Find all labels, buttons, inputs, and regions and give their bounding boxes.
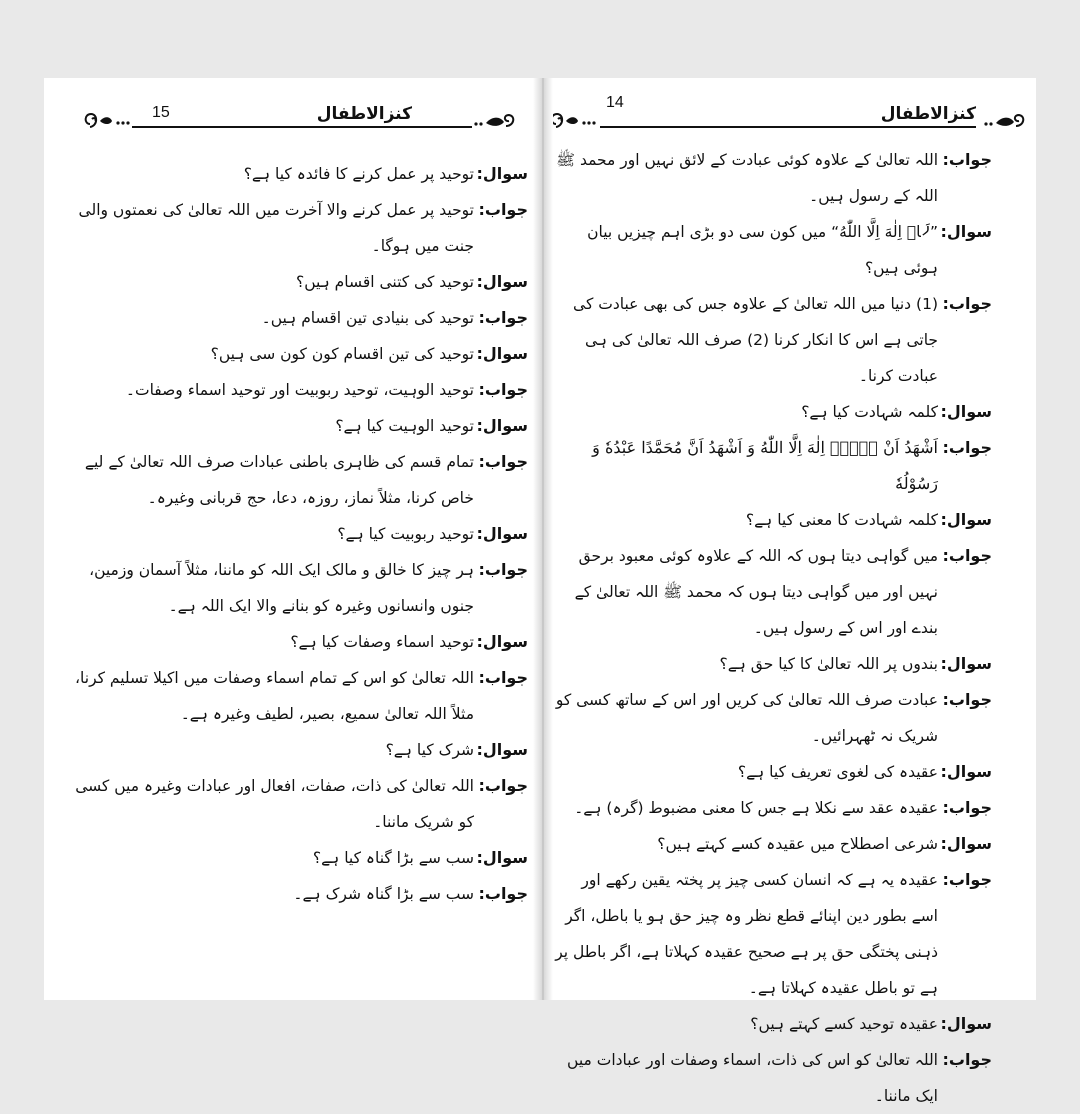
entry-text: ”لَاۤ اِلٰهَ اِلَّا اللّٰهُ“ میں کون سی دو بڑی اہم چیزیں بیان ہوئی ہیں؟ [587, 223, 938, 277]
left-page [44, 78, 544, 1000]
question-entry [68, 264, 528, 300]
entry-text: عقیدہ کی لغوی تعریف کیا ہے؟ [737, 763, 938, 781]
header-rule [600, 126, 976, 128]
question-entry [552, 214, 992, 286]
entry-text: سب سے بڑا گناہ شرک ہے۔ [293, 885, 474, 903]
entry-text: کلمہ شہادت کیا ہے؟ [801, 403, 938, 421]
question-entry [552, 754, 992, 790]
entry-text: توحید اسماء وصفات کیا ہے؟ [290, 633, 474, 651]
entry-label: سوال: [940, 762, 992, 781]
entry-label: سوال: [476, 416, 528, 435]
entry-text: اللہ تعالیٰ کے علاوہ کوئی عبادت کے لائق نہیں اور محمد ﷺ اللہ کے رسول ہیں۔ [556, 151, 938, 205]
answer-entry [68, 552, 528, 624]
answer-entry [68, 300, 528, 336]
entry-label: جواب: [478, 668, 528, 687]
entry-text: بندوں پر اللہ تعالیٰ کا کیا حق ہے؟ [719, 655, 938, 673]
entry-label: جواب: [478, 884, 528, 903]
right-page [544, 78, 1036, 1105]
answer-entry [68, 660, 528, 732]
answer-entry [552, 862, 992, 1006]
question-entry [68, 840, 528, 876]
book-title: کنزالاطفال [880, 104, 976, 124]
entry-text: توحید پر عمل کرنے والا آخرت میں اللہ تعالیٰ کی نعمتوں والی جنت میں ہوگا۔ [78, 201, 474, 255]
header-rule [132, 126, 472, 128]
book-spread [44, 78, 1036, 1105]
entry-label: جواب: [942, 294, 992, 313]
entry-label: سوال: [940, 1014, 992, 1033]
entry-label: سوال: [476, 272, 528, 291]
ornament-swirl-icon [82, 110, 132, 132]
entry-label: سوال: [476, 632, 528, 651]
entry-label: جواب: [942, 438, 992, 457]
entry-text: عبادت صرف اللہ تعالیٰ کی کریں اور اس کے ساتھ کسی کو شریک نہ ٹھہرائیں۔ [555, 691, 938, 745]
entry-label: جواب: [478, 452, 528, 471]
answer-entry [552, 682, 992, 754]
entry-label: جواب: [942, 150, 992, 169]
entry-text: توحید ربوبیت کیا ہے؟ [337, 525, 474, 543]
entry-label: سوال: [476, 344, 528, 363]
entry-text: اللہ تعالیٰ کو اس کی ذات، اسماء وصفات اور عبادات میں ایک ماننا۔ [567, 1051, 938, 1105]
entry-text: شرک کیا ہے؟ [385, 741, 474, 759]
entry-label: جواب: [942, 690, 992, 709]
answer-entry [68, 876, 528, 912]
entry-label: سوال: [940, 402, 992, 421]
question-entry [552, 502, 992, 538]
question-entry [68, 624, 528, 660]
book-gutter [533, 78, 553, 1000]
answer-entry [68, 192, 528, 264]
right-qa-list [552, 142, 992, 1114]
entry-text: توحید کی تین اقسام کون کون سی ہیں؟ [210, 345, 474, 363]
left-qa-list [68, 156, 528, 912]
entry-label: سوال: [940, 222, 992, 241]
entry-label: جواب: [478, 776, 528, 795]
entry-text: میں گواہی دیتا ہوں کہ اللہ کے علاوہ کوئی معبود برحق نہیں اور میں گواہی دیتا ہوں کہ محمد ﷺ اللہ تعالیٰ کے بندے اور اس کے رسول ہیں۔ [574, 547, 938, 637]
question-entry [552, 1006, 992, 1042]
entry-text: شرعی اصطلاح میں عقیدہ کسے کہتے ہیں؟ [657, 835, 938, 853]
entry-label: سوال: [476, 848, 528, 867]
answer-entry [552, 430, 992, 502]
entry-text: توحید الوہیت کیا ہے؟ [335, 417, 474, 435]
entry-label: سوال: [476, 740, 528, 759]
entry-label: جواب: [942, 798, 992, 817]
entry-text: اللہ تعالیٰ کو اس کے تمام اسماء وصفات میں اکیلا تسلیم کرنا، مثلاً اللہ تعالیٰ سمیع، بصیر، لطیف وغیرہ ہے۔ [75, 669, 474, 723]
answer-entry [68, 444, 528, 516]
entry-text: اَشْهَدُ اَنْ لَّاۤ اِلٰهَ اِلَّا اللّٰهُ وَ اَشْهَدُ اَنَّ مُحَمَّدًا عَبْدُهٗ وَ رَسُوْلُهٗ [592, 438, 938, 493]
entry-text: توحید الوہیت، توحید ربوبیت اور توحید اسماء وصفات۔ [125, 381, 474, 399]
question-entry [552, 394, 992, 430]
question-entry [68, 732, 528, 768]
entry-text: عقیدہ یہ ہے کہ انسان کسی چیز پر پختہ یقین رکھے اور اسے بطور دین اپنائے قطع نظر وہ چیز حق ہو یا باطل، اگر ذہنی پختگی حق پر ہے صحیح عقیدہ کہلاتا ہے، اگر باطل پر ہے تو باطل عقیدہ کہلاتا ہے۔ [555, 871, 938, 997]
question-entry [68, 156, 528, 192]
entry-label: سوال: [476, 524, 528, 543]
entry-label: سوال: [476, 164, 528, 183]
entry-label: جواب: [478, 200, 528, 219]
entry-text: کلمہ شہادت کا معنی کیا ہے؟ [745, 511, 938, 529]
entry-text: ہر چیز کا خالق و مالک ایک اللہ کو ماننا، مثلاً آسمان وزمین، جنوں وانسانوں وغیرہ کو بنانے والا ایک اللہ ہے۔ [89, 561, 474, 615]
question-entry [552, 646, 992, 682]
question-entry [68, 516, 528, 552]
book-title: کنزالاطفال [316, 104, 412, 124]
entry-text: توحید پر عمل کرنے کا فائدہ کیا ہے؟ [243, 165, 474, 183]
entry-label: سوال: [940, 654, 992, 673]
entry-text: توحید کی کتنی اقسام ہیں؟ [295, 273, 474, 291]
ornament-leaf-icon [472, 110, 518, 132]
entry-label: جواب: [942, 1050, 992, 1069]
question-entry [68, 408, 528, 444]
answer-entry [552, 286, 992, 394]
entry-text: (1) دنیا میں اللہ تعالیٰ کے علاوہ جس کی بھی عبادت کی جاتی ہے اس کا انکار کرنا (2) صرف اللہ تعالیٰ کی ہی عبادت کرنا۔ [573, 295, 938, 385]
entry-text: اللہ تعالیٰ کی ذات، صفات، افعال اور عبادات وغیرہ میں کسی کو شریک ماننا۔ [75, 777, 474, 831]
page-number: 15 [152, 104, 170, 121]
entry-label: جواب: [478, 308, 528, 327]
entry-label: سوال: [940, 510, 992, 529]
right-page-header [544, 94, 1036, 136]
entry-text: توحید کی بنیادی تین اقسام ہیں۔ [261, 309, 474, 327]
entry-text: سب سے بڑا گناہ کیا ہے؟ [312, 849, 474, 867]
entry-label: جواب: [942, 546, 992, 565]
ornament-swirl-icon [548, 110, 598, 132]
entry-text: تمام قسم کی ظاہری باطنی عبادات صرف اللہ تعالیٰ کے لیے خاص کرنا، مثلاً نماز، روزہ، دعا، حج قربانی وغیرہ۔ [84, 453, 474, 507]
entry-text: عقیدہ توحید کسے کہتے ہیں؟ [750, 1015, 938, 1033]
entry-label: جواب: [942, 870, 992, 889]
answer-entry [552, 538, 992, 646]
answer-entry [552, 790, 992, 826]
ornament-leaf-icon [982, 110, 1028, 132]
answer-entry [552, 142, 992, 214]
answer-entry [68, 768, 528, 840]
left-page-header [44, 102, 544, 136]
page-number: 14 [606, 94, 624, 111]
question-entry [552, 826, 992, 862]
entry-label: جواب: [478, 560, 528, 579]
answer-entry [552, 1042, 992, 1114]
entry-text: عقیدہ عقد سے نکلا ہے جس کا معنی مضبوط (گرہ) ہے۔ [574, 799, 938, 817]
answer-entry [68, 372, 528, 408]
entry-label: جواب: [478, 380, 528, 399]
entry-label: سوال: [940, 834, 992, 853]
question-entry [68, 336, 528, 372]
